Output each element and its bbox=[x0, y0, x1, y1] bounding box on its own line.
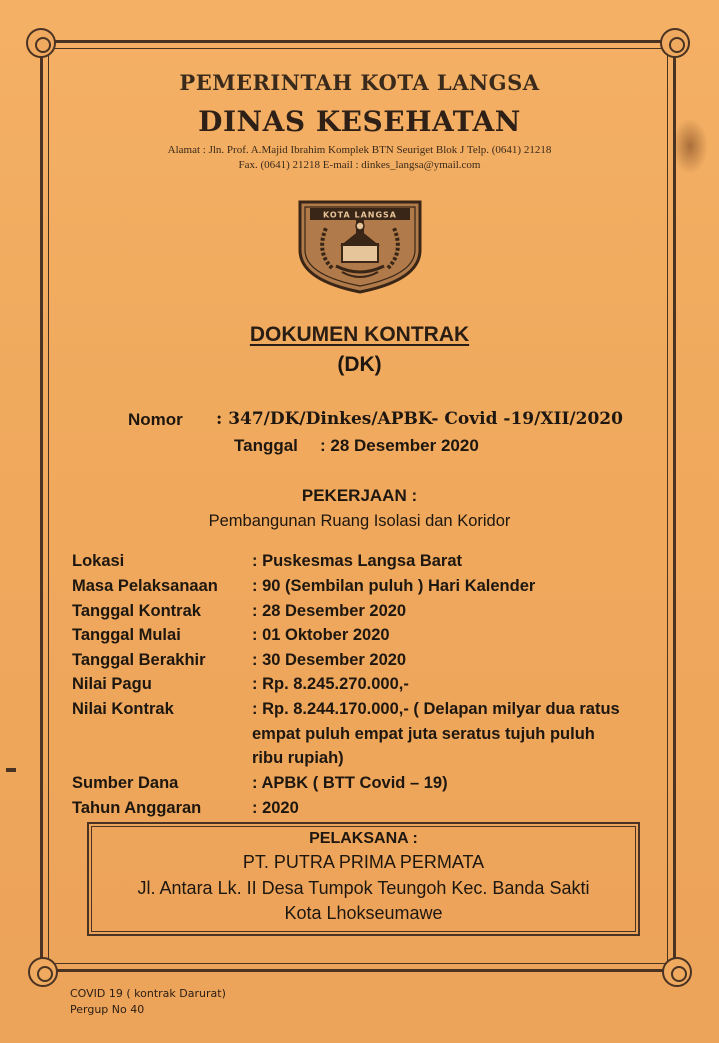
address-line: Alamat : Jln. Prof. A.Majid Ibrahim Komplek BTN Seuriget Blok J Telp. (0641) 21218 bbox=[167, 144, 552, 156]
contact-line: Fax. (0641) 21218 E-mail : dinkes_langsa@ymail.com bbox=[238, 159, 481, 171]
government-heading: PEMERINTAH KOTA LANGSA bbox=[179, 70, 540, 95]
tahun-anggaran-label: Tahun Anggaran bbox=[72, 799, 202, 817]
tanggal-mulai-value: : 01 Oktober 2020 bbox=[252, 626, 390, 644]
pekerjaan-label: PEKERJAAN : bbox=[301, 486, 418, 505]
document-title: DOKUMEN KONTRAK bbox=[249, 323, 470, 346]
masa-pelaksanaan-value: : 90 (Sembilan puluh ) Hari Kalender bbox=[252, 577, 536, 595]
tanggal-berakhir-label: Tanggal Berakhir bbox=[72, 651, 206, 669]
margin-mark bbox=[6, 768, 16, 772]
nilai-kontrak-value-cont: empat puluh empat juta seratus tujuh puluh bbox=[252, 725, 595, 743]
pelaksana-city: Kota Lhokseumawe bbox=[284, 903, 443, 923]
city-emblem-icon bbox=[296, 198, 424, 294]
lokasi-label: Lokasi bbox=[72, 552, 125, 570]
tanggal-label: Tanggal bbox=[234, 436, 298, 455]
nilai-kontrak-value: : Rp. 8.244.170.000,- ( Delapan milyar dua ratus bbox=[252, 700, 620, 718]
tanggal-mulai-label: Tanggal Mulai bbox=[72, 626, 181, 644]
pekerjaan-value: Pembangunan Ruang Isolasi dan Koridor bbox=[208, 512, 511, 530]
document-subtitle: (DK) bbox=[337, 353, 382, 376]
corner-ornament-icon bbox=[662, 957, 692, 987]
nomor-label: Nomor bbox=[128, 410, 183, 429]
pelaksana-address: Jl. Antara Lk. II Desa Tumpok Teungoh Kec. Banda Sakti bbox=[137, 878, 590, 898]
svg-text:KOTA LANGSA: KOTA LANGSA bbox=[323, 210, 397, 220]
lokasi-value: : Puskesmas Langsa Barat bbox=[252, 552, 463, 570]
nomor-value: : 347/DK/Dinkes/APBK- Covid -19/XII/2020 bbox=[216, 409, 623, 429]
masa-pelaksanaan-label: Masa Pelaksanaan bbox=[72, 577, 218, 595]
footer-reference: Pergup No 40 bbox=[70, 1003, 145, 1016]
nilai-pagu-label: Nilai Pagu bbox=[72, 675, 152, 693]
tahun-anggaran-value: : 2020 bbox=[252, 799, 299, 817]
tanggal-berakhir-value: : 30 Desember 2020 bbox=[252, 651, 407, 669]
tanggal-kontrak-value: : 28 Desember 2020 bbox=[252, 602, 407, 620]
nilai-kontrak-label: Nilai Kontrak bbox=[72, 700, 174, 718]
corner-ornament-icon bbox=[28, 957, 58, 987]
corner-ornament-icon bbox=[660, 28, 690, 58]
tanggal-value: : 28 Desember 2020 bbox=[320, 436, 479, 455]
nilai-kontrak-value-cont: ribu rupiah) bbox=[252, 749, 344, 767]
nilai-pagu-value: : Rp. 8.245.270.000,- bbox=[252, 675, 409, 693]
pelaksana-name: PT. PUTRA PRIMA PERMATA bbox=[242, 852, 485, 872]
agency-heading: DINAS KESEHATAN bbox=[198, 105, 521, 138]
corner-ornament-icon bbox=[26, 28, 56, 58]
sumber-dana-label: Sumber Dana bbox=[72, 774, 179, 792]
sumber-dana-value: : APBK ( BTT Covid – 19) bbox=[252, 774, 448, 792]
tanggal-kontrak-label: Tanggal Kontrak bbox=[72, 602, 201, 620]
pelaksana-label: PELAKSANA : bbox=[309, 830, 418, 847]
footer-note: COVID 19 ( kontrak Darurat) bbox=[70, 987, 226, 1000]
